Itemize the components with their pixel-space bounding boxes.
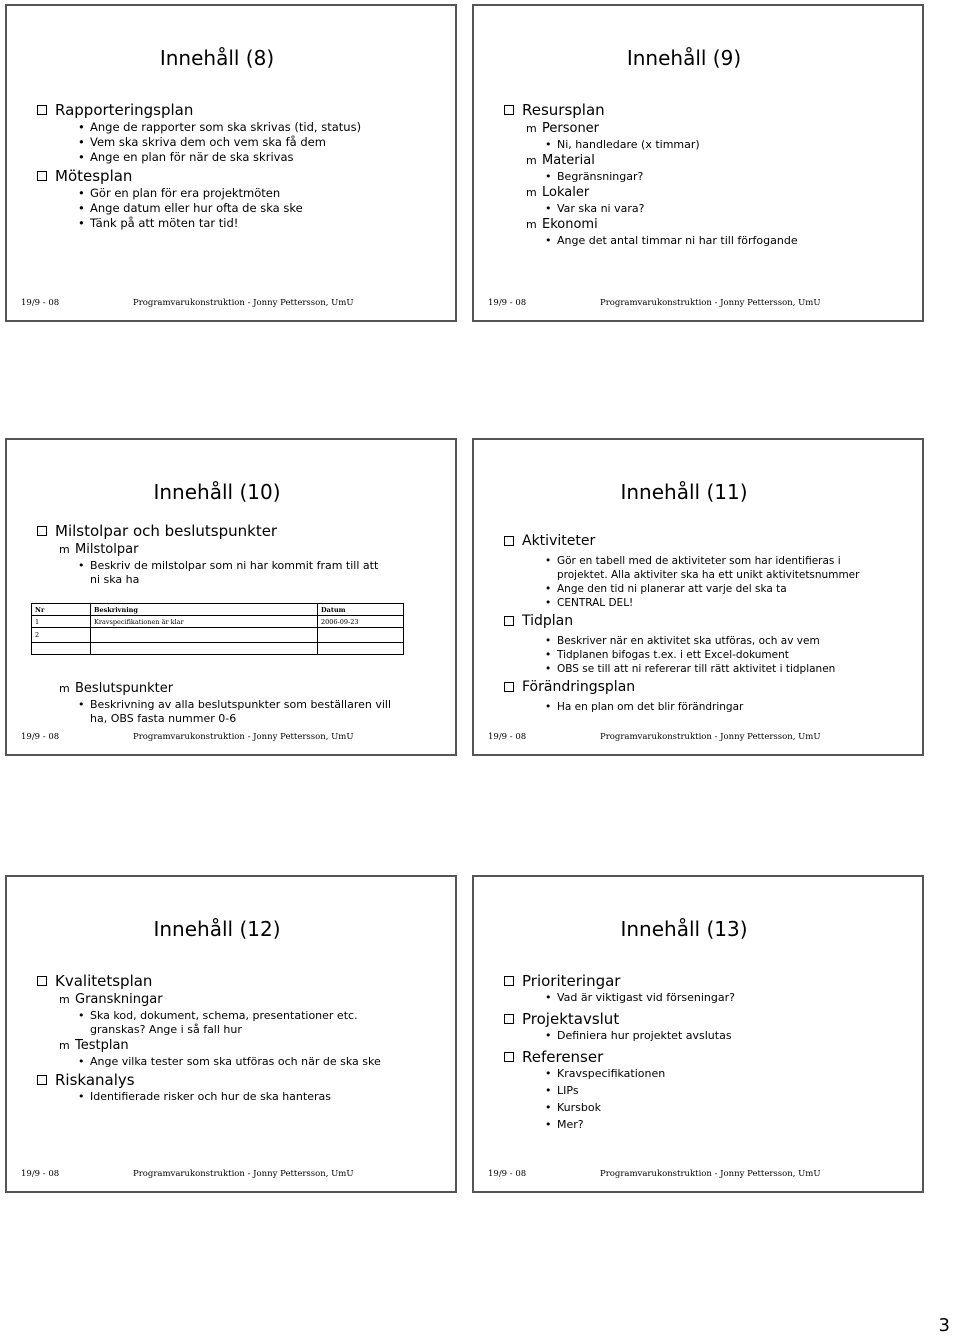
m-bullet-icon: m: [59, 682, 70, 695]
slide-content: [35, 99, 445, 231]
footer-date: 19/9 - 08: [488, 1169, 527, 1179]
square-bullet-icon: [504, 536, 514, 546]
slide-content: [502, 99, 912, 248]
footer-date: 19/9 - 08: [488, 298, 527, 308]
table-header-row: [32, 604, 404, 616]
bullet-item: • CENTRAL DEL!: [545, 597, 634, 609]
bullet-item-continued: ha, OBS fasta nummer 0-6: [90, 712, 237, 725]
footer-text: Programvarukonstruktion - Jonny Pettersson, UmU: [133, 732, 354, 742]
bullet-item: • Ange det antal timmar ni har till förfogande: [545, 234, 798, 247]
m-bullet-icon: m: [526, 122, 537, 135]
bullet-item: • Vem ska skriva dem och vem ska få dem: [78, 135, 326, 149]
square-bullet-icon: [504, 682, 514, 692]
square-bullet-icon: [504, 976, 514, 986]
m-bullet-icon: m: [59, 993, 70, 1006]
square-bullet-icon: [37, 526, 47, 536]
bullet-item: • Definiera hur projektet avslutas: [545, 1029, 732, 1042]
bullet-item: • Ska kod, dokument, schema, presentationer etc.: [78, 1009, 358, 1022]
bullet-item: • OBS se till att ni refererar till rätt aktivitet i tidplanen: [545, 663, 836, 675]
heading-item: [502, 677, 912, 697]
slide-content: [502, 970, 912, 1132]
footer-text: Programvarukonstruktion - Jonny Pettersson, UmU: [600, 298, 821, 308]
footer-text: Programvarukonstruktion - Jonny Pettersson, UmU: [133, 298, 354, 308]
bullet-item-continued: projektet. Alla aktiviter ska ha ett unikt aktivitetsnummer: [557, 569, 860, 581]
table-row: [32, 616, 404, 628]
table-row: [32, 628, 404, 643]
heading-text: Tidplan: [522, 613, 574, 629]
m-bullet-icon: m: [59, 1039, 70, 1052]
table-cell: Kravspecifikationen är klar: [91, 616, 318, 628]
slide-title: Innehåll (8): [159, 46, 275, 70]
footer-date: 19/9 - 08: [21, 298, 60, 308]
sub-heading-item: m Personer: [526, 121, 600, 136]
slide-10: [5, 438, 457, 756]
heading-text: Rapporteringsplan: [55, 101, 194, 119]
table-cell: 2: [32, 628, 91, 643]
bullet-item: • Ange en plan för när de ska skrivas: [78, 150, 294, 164]
table-cell: [91, 628, 318, 643]
m-bullet-icon: m: [526, 218, 537, 231]
sub-heading-item: m Material: [526, 153, 595, 168]
sub-heading-item: m Ekonomi: [526, 217, 598, 232]
slide-12: [5, 875, 457, 1193]
bullet-item: • Ange de rapporter som ska skrivas (tid, status): [78, 120, 362, 134]
bullet-item: • Beskriver när en aktivitet ska utföras, och av vem: [545, 635, 820, 647]
heading-text: Prioriteringar: [522, 972, 621, 990]
bullet-item: • Ange vilka tester som ska utföras och när de ska ske: [78, 1055, 381, 1068]
slide-content: [35, 970, 445, 1104]
heading-text: Aktiviteter: [522, 533, 596, 549]
m-bullet-icon: m: [526, 186, 537, 199]
m-bullet-icon: m: [526, 154, 537, 167]
square-bullet-icon: [504, 105, 514, 115]
heading-text: Milstolpar och beslutspunkter: [55, 522, 278, 540]
slide-title: Innehåll (10): [153, 480, 281, 504]
footer-date: 19/9 - 08: [488, 732, 527, 742]
heading-text: Mötesplan: [55, 167, 133, 185]
bullet-item: • Tänk på att möten tar tid!: [78, 216, 239, 230]
heading-text: Riskanalys: [55, 1071, 135, 1089]
sub-heading-item: m Milstolpar: [59, 542, 139, 557]
heading-item: [502, 100, 912, 120]
heading-text: Kvalitetsplan: [55, 972, 153, 990]
heading-item: [502, 1009, 912, 1029]
table-row: [32, 643, 404, 655]
table-cell: [318, 643, 404, 655]
table-header: Datum: [318, 604, 404, 616]
heading-text: Projektavslut: [522, 1010, 620, 1028]
bullet-item: • Beskriv de milstolpar som ni har kommit fram till att: [78, 559, 379, 572]
bullet-item: • Gör en plan för era projektmöten: [78, 186, 281, 200]
slide-9: [472, 4, 924, 322]
footer-date: 19/9 - 08: [21, 732, 60, 742]
footer-text: Programvarukonstruktion - Jonny Pettersson, UmU: [133, 1169, 354, 1179]
sub-heading-item: m Beslutspunkter: [59, 681, 174, 696]
heading-text: Referenser: [522, 1048, 604, 1066]
heading-text: Resursplan: [522, 101, 605, 119]
square-bullet-icon: [37, 171, 47, 181]
bullet-item: • Beskrivning av alla beslutspunkter som beställaren vill: [78, 698, 392, 711]
bullet-item-continued: ni ska ha: [90, 573, 140, 586]
slide-content: [35, 520, 445, 587]
sub-heading-item: m Testplan: [59, 1038, 129, 1053]
slide-title: Innehåll (11): [620, 480, 748, 504]
slide-title: Innehåll (13): [620, 917, 748, 941]
slide-content-lower: [35, 680, 445, 726]
heading-item: [35, 100, 445, 120]
square-bullet-icon: [37, 105, 47, 115]
bullet-item: • Mer?: [545, 1118, 584, 1131]
bullet-item: • Ange datum eller hur ofta de ska ske: [78, 201, 303, 215]
square-bullet-icon: [37, 976, 47, 986]
bullet-item: • Ha en plan om det blir förändringar: [545, 701, 744, 713]
table-header: Nr: [32, 604, 91, 616]
milestone-table: [31, 603, 404, 655]
sub-heading-item: m Lokaler: [526, 185, 590, 200]
bullet-item-continued: granskas? Ange i så fall hur: [90, 1023, 242, 1036]
slide-11: [472, 438, 924, 756]
m-bullet-icon: m: [59, 543, 70, 556]
table-header: Beskrivning: [91, 604, 318, 616]
bullet-item: • Begränsningar?: [545, 170, 644, 183]
bullet-item: • Ni, handledare (x timmar): [545, 138, 700, 151]
table-cell: 1: [32, 616, 91, 628]
heading-text: Förändringsplan: [522, 679, 636, 695]
bullet-item: • Identifierade risker och hur de ska hanteras: [78, 1090, 331, 1103]
bullet-item: • Gör en tabell med de aktiviteter som har identifieras i: [545, 555, 841, 567]
slide-13: [472, 875, 924, 1193]
bullet-item: • Kravspecifikationen: [545, 1067, 666, 1080]
bullet-item: • Ange den tid ni planerar att varje del ska ta: [545, 583, 787, 595]
table-cell: 2006-09-23: [318, 616, 404, 628]
heading-item: [35, 166, 445, 186]
footer-text: Programvarukonstruktion - Jonny Pettersson, UmU: [600, 732, 821, 742]
square-bullet-icon: [504, 1014, 514, 1024]
footer-date: 19/9 - 08: [21, 1169, 60, 1179]
heading-item: [502, 531, 912, 551]
table-cell: [318, 628, 404, 643]
sub-heading-item: m Granskningar: [59, 992, 163, 1007]
slide-content: [502, 530, 912, 714]
table-cell: [32, 643, 91, 655]
square-bullet-icon: [504, 1052, 514, 1062]
bullet-item: • Tidplanen bifogas t.ex. i ett Excel-dokument: [545, 649, 789, 661]
slide-title: Innehåll (9): [626, 46, 742, 70]
slide-8: [5, 4, 457, 322]
bullet-item: • Vad är viktigast vid förseningar?: [545, 991, 735, 1004]
square-bullet-icon: [37, 1075, 47, 1085]
heading-item: [502, 971, 912, 991]
heading-item: [35, 1070, 445, 1090]
table-cell: [91, 643, 318, 655]
square-bullet-icon: [504, 616, 514, 626]
bullet-item: • Kursbok: [545, 1101, 601, 1114]
heading-item: [35, 971, 445, 991]
heading-item: [502, 1047, 912, 1067]
slide-title: Innehåll (12): [153, 917, 281, 941]
page-number: 3: [938, 1315, 950, 1336]
heading-item: [35, 521, 445, 541]
footer-text: Programvarukonstruktion - Jonny Pettersson, UmU: [600, 1169, 821, 1179]
bullet-item: • LIPs: [545, 1084, 579, 1097]
heading-item: [502, 611, 912, 631]
bullet-item: • Var ska ni vara?: [545, 202, 645, 215]
